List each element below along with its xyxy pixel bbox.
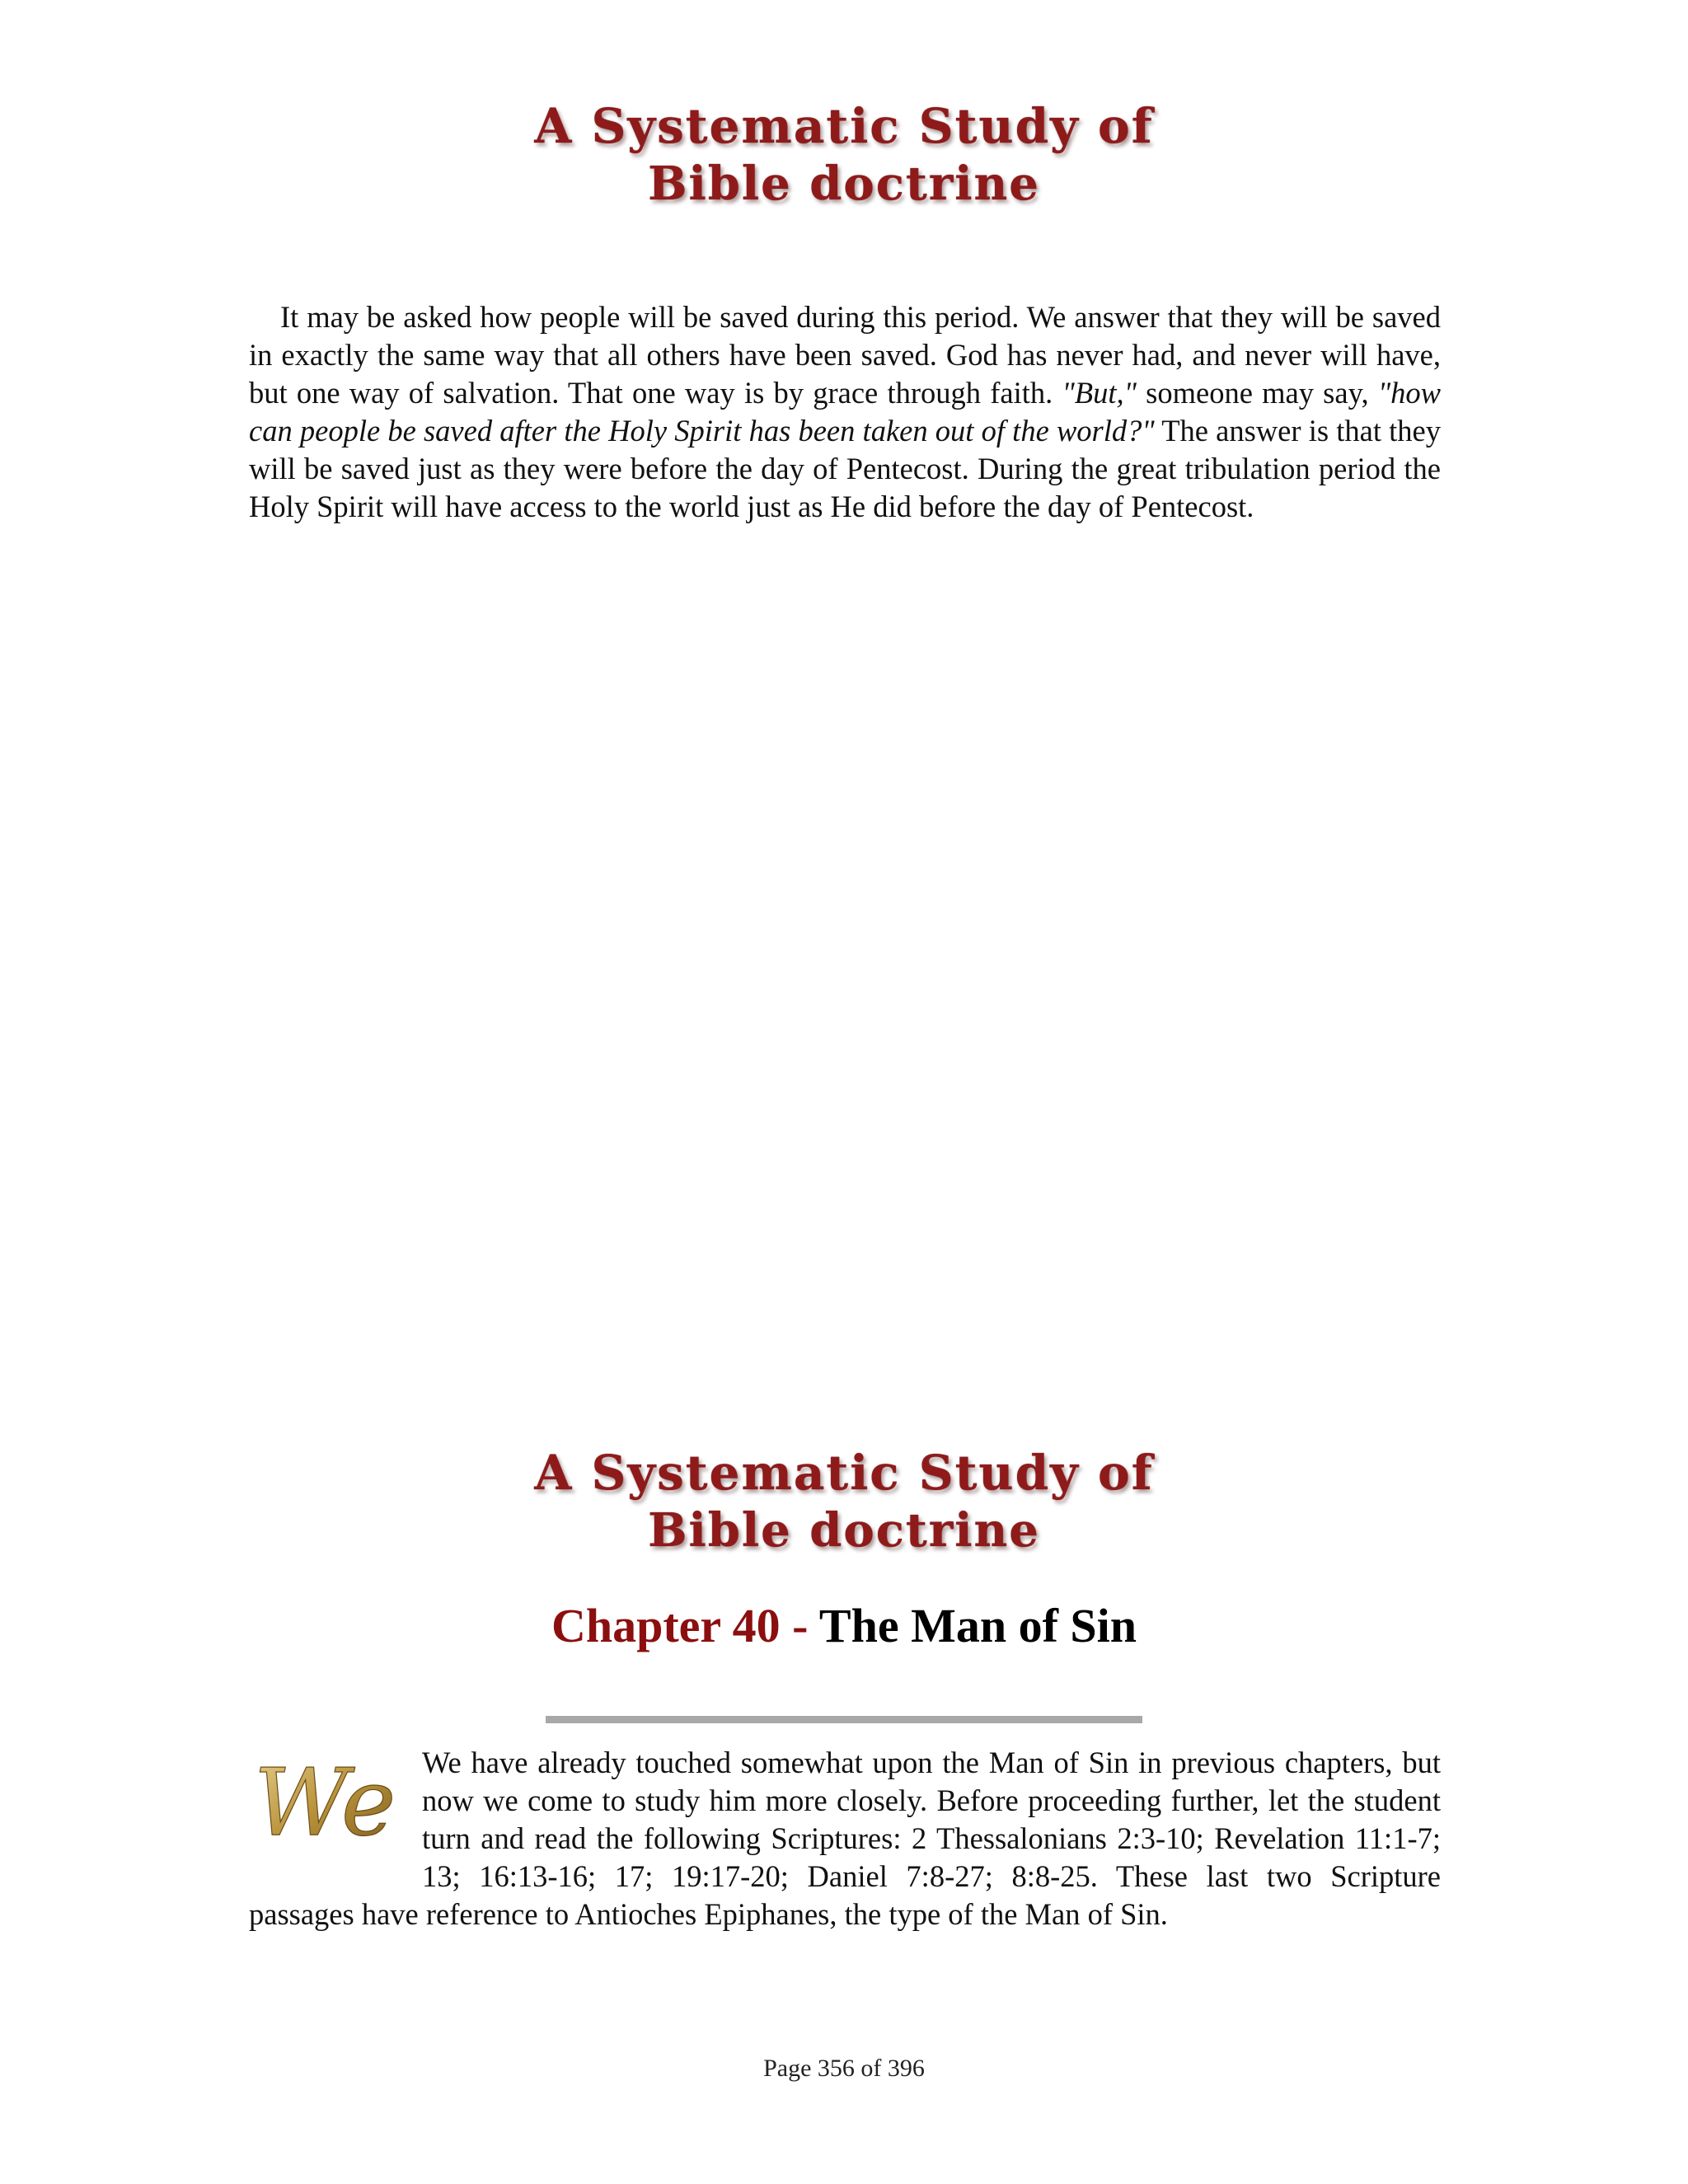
banner-line-2: Bible doctrine xyxy=(648,157,1040,211)
banner-line-1: A Systematic Study of xyxy=(534,98,1154,154)
body-paragraph-1 xyxy=(249,298,1441,526)
paragraph-1-quote-b: "how can people be saved after the Holy Spirit has been taken out of the world?" xyxy=(249,376,1442,448)
paragraph-1-text-b: someone may say, xyxy=(1136,376,1378,410)
paragraph-1-quote-a: "But," xyxy=(1062,376,1137,410)
chapter-title: The Man of Sin xyxy=(818,1599,1137,1652)
chapter-heading xyxy=(0,1597,1688,1655)
dropcap-letters: We xyxy=(254,1750,396,1857)
body-paragraph-2 xyxy=(249,1744,1441,1933)
chapter-banner-line-1: A Systematic Study of xyxy=(534,1445,1154,1501)
paragraph-1-text-a: It may be asked how people will be saved during this period. We answer that they will be saved in exactly the same way that all others have been saved. God has never had, and never will have, but one way of salvation. That one way is by grace through faith. xyxy=(249,300,1441,410)
dropcap-space xyxy=(249,1744,422,1891)
chapter-banner xyxy=(0,1444,1688,1559)
chapter-number: Chapter 40 - xyxy=(551,1599,819,1652)
paragraph-2-text: We have already touched somewhat upon the Man of Sin in previous chapters, but now we come to study him more closely. Before proceeding further, let the student turn and read the following Scriptures: 2 Thessalonians 2:3-10; Revelation 11:1-7; 13; 16:13-16; 17; 19:17-20; Daniel 7:8-27; 8:8-25. These last two Scripture passages have reference to Antioches Epiphanes, the type of the Man of Sin. xyxy=(249,1746,1441,1931)
divider-rule xyxy=(546,1716,1142,1723)
header-banner xyxy=(0,97,1688,213)
paragraph-1-text-c: The answer is that they will be saved just as they were before the day of Pentecost. During the great tribulation period the Holy Spirit will have access to the world just as He did before the day of Pentecost. xyxy=(249,414,1441,523)
chapter-banner-line-2: Bible doctrine xyxy=(648,1503,1040,1558)
page-number: Page 356 of 396 xyxy=(763,2055,925,2082)
